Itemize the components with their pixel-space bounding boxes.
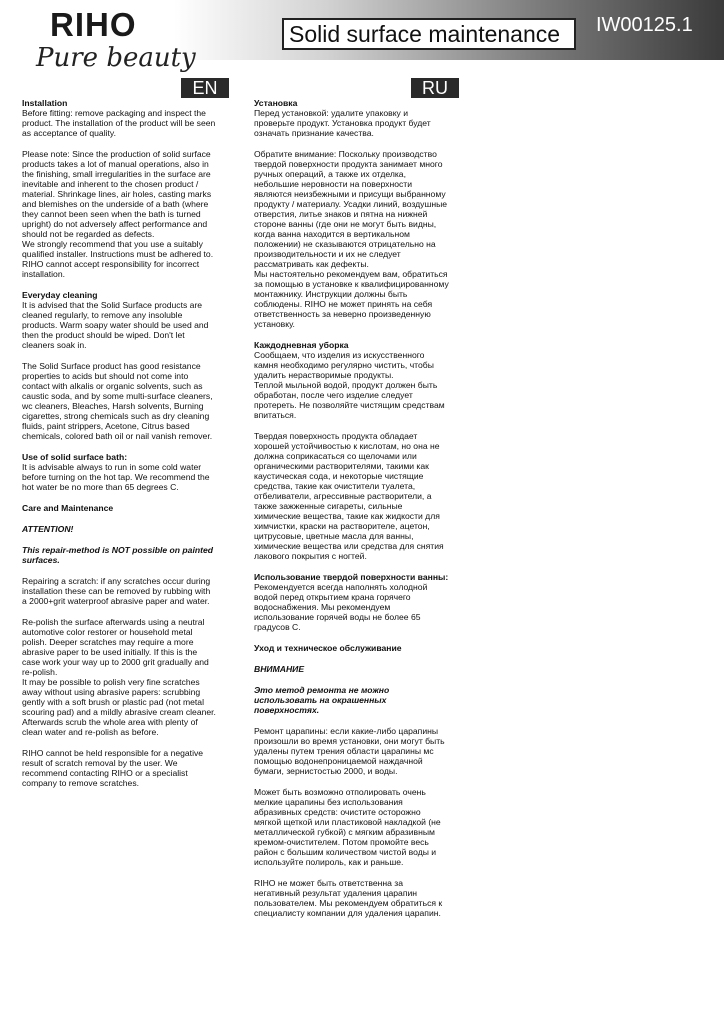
riho-logo bbox=[30, 6, 196, 84]
language-label-en: EN bbox=[181, 78, 229, 98]
language-label-ru: RU bbox=[411, 78, 459, 98]
document-title: Solid surface maintenance bbox=[282, 18, 576, 50]
cleaning-heading-ru: Каждодневная уборка bbox=[254, 340, 349, 350]
english-column bbox=[22, 98, 234, 799]
logo-brand: RIHO bbox=[50, 6, 137, 43]
repolish-text: Re-polish the surface afterwards using a neutral automotive color restorer or household metal polish. Deeper scratches may require a more abrasive paper to be used initially. If this is the case work your way up to 2000 grit gradually and re-polish. It may be possible to polish very fine scratches away without using abrasive papers: scrubbing gently with a soft brush or plastic pad (not metal scouring pad) and a mildly abrasive cream cleaner. Afterwards scrub the whole area with plenty of clean water and re-polish as before. bbox=[22, 617, 216, 737]
bath-use-heading-ru: Использование твердой поверхности ванны: bbox=[254, 572, 449, 582]
liability-text: RIHO cannot be held responsible for a negative result of scratch removal by the user. We recommend contacting RIHO or a specialist company to remove scratches. bbox=[22, 748, 204, 788]
russian-column bbox=[254, 98, 464, 929]
attention-text-ru: Это метод ремонта не можно использовать на окрашенных поверхностях. bbox=[254, 685, 390, 715]
bath-use-text: It is advisable always to run in some cold water before turning on the hot tap. We recommend the hot water be no more than 65 degrees C. bbox=[22, 462, 210, 492]
installation-note: Please note: Since the production of solid surface products takes a lot of manual operations, also in the finishing, small irregularities in the surface are inevitable and inherent to the chosen product / material. Shrinkage lines, air holes, casting marks and blemishes on the underside of a bath (where they cannot been seen when the bath is turned upright) do not adversely affect performance and should not be regarded as defects. We strongly recommend that you use a suitably qualified installer. Instructions must be adhered to. RIHO cannot accept responsibility for incorrect installation. bbox=[22, 149, 214, 279]
polish-text-ru: Может быть возможно отполировать очень мелкие царапины без использования абразивных средств: очистите осторожно мягкой щеткой или пластиковой накладкой (не металлической губкой) с мягким абразивным кремом-очистителем. Потом промойте весь район с большим количеством чистой воды и используйте полироль, как и раньше. bbox=[254, 787, 441, 867]
care-heading-ru: Уход и техническое обслуживание bbox=[254, 643, 402, 653]
attention-heading: ATTENTION! bbox=[22, 524, 74, 534]
scratch-repair-text-ru: Ремонт царапины: если какие-либо царапины произошли во время установки, они могут быть удалены путем трения области царапины мс помощью водонепроницаемой наждачной бумаги, зернистостью 2000, и воды. bbox=[254, 726, 445, 776]
cleaning-resistance-text: The Solid Surface product has good resistance properties to acids but should not come into contact with alkalis or organic solvents, such as caustic soda, and by some multi-surface cleaners, wc cleaners, Bleaches, Harsh solvents, Burning cigarettes, strong chemicals such as dry cleaning fluids, paint strippers, Acetone, Citrus based chemicals, colored bath oil or nail vanish remover. bbox=[22, 361, 213, 441]
liability-text-ru: RIHO не может быть ответственна за негативный результат удаления царапин пользователем. Мы рекомендуем обратиться к специалисту компании для удаления царапин. bbox=[254, 878, 443, 918]
attention-heading-ru: ВНИМАНИЕ bbox=[254, 664, 305, 674]
cleaning-text: It is advised that the Solid Surface products are cleaned regularly, to remove any insoluble products. Warm soapy water should be used and then the product should be wiped. Don't let cleaners soak in. bbox=[22, 300, 209, 350]
installation-text-ru: Перед установкой: удалите упаковку и проверьте продукт. Установка продукт будет означать признание качества. bbox=[254, 108, 431, 138]
logo-tagline: Pure beauty bbox=[36, 43, 196, 73]
bath-use-heading: Use of solid surface bath: bbox=[22, 452, 128, 462]
cleaning-heading: Everyday cleaning bbox=[22, 290, 98, 300]
document-code: IW00125.1 bbox=[596, 14, 693, 36]
attention-text: This repair-method is NOT possible on painted surfaces. bbox=[22, 545, 213, 565]
cleaning-text-ru: Сообщаем, что изделия из искусственного камня необходимо регулярно чистить, чтобы удалить нерастворимые продукты. Теплой мыльной водой, продукт должен быть обработан, после чего изделие следует протереть. Не позволяйте чистящим средствам впитаться. bbox=[254, 350, 445, 420]
installation-heading-ru: Установка bbox=[254, 98, 298, 108]
care-heading: Care and Maintenance bbox=[22, 503, 114, 513]
installation-note-ru: Обратите внимание: Поскольку производство твердой поверхности продукта занимает много ручных операций, а также их отделка, небольшие неровности на поверхности являются неизбежными и присущи выбранному продукту / материалу. Усадки линий, воздушные отверстия, литье знаков и пятна на нижней стороне ванны (где они не могут быть видны, когда ванна находится в вертикальном положении) не сказываются отрицательно на производительности и их не следует рассматривать как дефекты. Мы настоятельно рекомендуем вам, обратиться за помощью в установке к квалифицированному монтажнику. Инструкции должны быть соблюдены. RIHO не может принять на себя ответственность за неверно произведенную установку. bbox=[254, 149, 449, 329]
scratch-repair-text: Repairing a scratch: if any scratches occur during installation these can be removed by rubbing with a 2000+grit waterproof abrasive paper and water. bbox=[22, 576, 211, 606]
bath-use-text-ru: Рекомендуется всегда наполнять холодной водой перед открытием крана горячего водоснабжения. Мы рекомендуем использование горячей воды не более 65 градусов С. bbox=[254, 582, 428, 632]
cleaning-resistance-text-ru: Твердая поверхность продукта обладает хорошей устойчивостью к кислотам, но она не должна соприкасаться со щелочами или органическими растворителями, такими как каустическая сода, и некоторые чистящие средства, такие как очистители туалета, отбеливатели, агрессивные растворители, а также зажженные сигареты, сильные химические вещества, такие как жидкости для химчистки, краски на растворителе, ацетон, цитрусовые, цветные масла для ванны, химические вещества или средства для снятия лакового покрытия с ногтей. bbox=[254, 431, 444, 561]
installation-heading: Installation bbox=[22, 98, 68, 108]
installation-text: Before fitting: remove packaging and inspect the product. The installation of the product will be seen as acceptance of quality. bbox=[22, 108, 216, 138]
